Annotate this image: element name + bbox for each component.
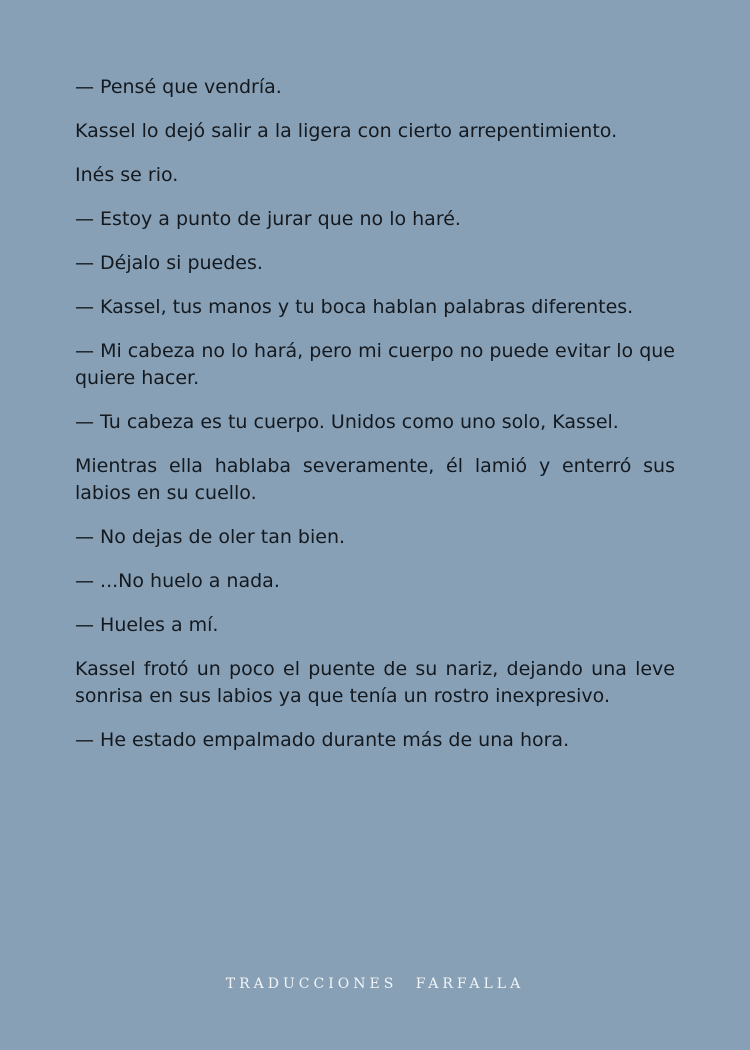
paragraph-3: Inés se rio. xyxy=(75,164,179,186)
paragraph-8: — Tu cabeza es tu cuerpo. Unidos como uno solo, Kassel. xyxy=(75,411,619,433)
paragraph-13: Kassel frotó un poco el puente de su nariz, dejando una leve sonrisa en sus labios ya que tenía un rostro inexpresivo. xyxy=(75,658,675,707)
paragraph-4: — Estoy a punto de jurar que no lo haré. xyxy=(75,208,461,230)
paragraph-10: — No dejas de oler tan bien. xyxy=(75,526,346,548)
paragraph-1: — Pensé que vendría. xyxy=(75,76,282,98)
paragraph-5: — Déjalo si puedes. xyxy=(75,252,263,274)
paragraph-7: — Mi cabeza no lo hará, pero mi cuerpo no puede evitar lo que quiere hacer. xyxy=(75,340,675,389)
paragraph-14: — He estado empalmado durante más de una hora. xyxy=(75,729,570,751)
body-text xyxy=(75,74,675,771)
paragraph-6: — Kassel, tus manos y tu boca hablan palabras diferentes. xyxy=(75,296,634,318)
paragraph-11: — ...No huelo a nada. xyxy=(75,570,280,592)
footer-credit: TRADUCCIONES FARFALLA xyxy=(225,976,525,992)
paragraph-12: — Hueles a mí. xyxy=(75,614,219,636)
paragraph-2: Kassel lo dejó salir a la ligera con cierto arrepentimiento. xyxy=(75,120,618,142)
paragraph-9: Mientras ella hablaba severamente, él lamió y enterró sus labios en su cuello. xyxy=(75,455,675,504)
